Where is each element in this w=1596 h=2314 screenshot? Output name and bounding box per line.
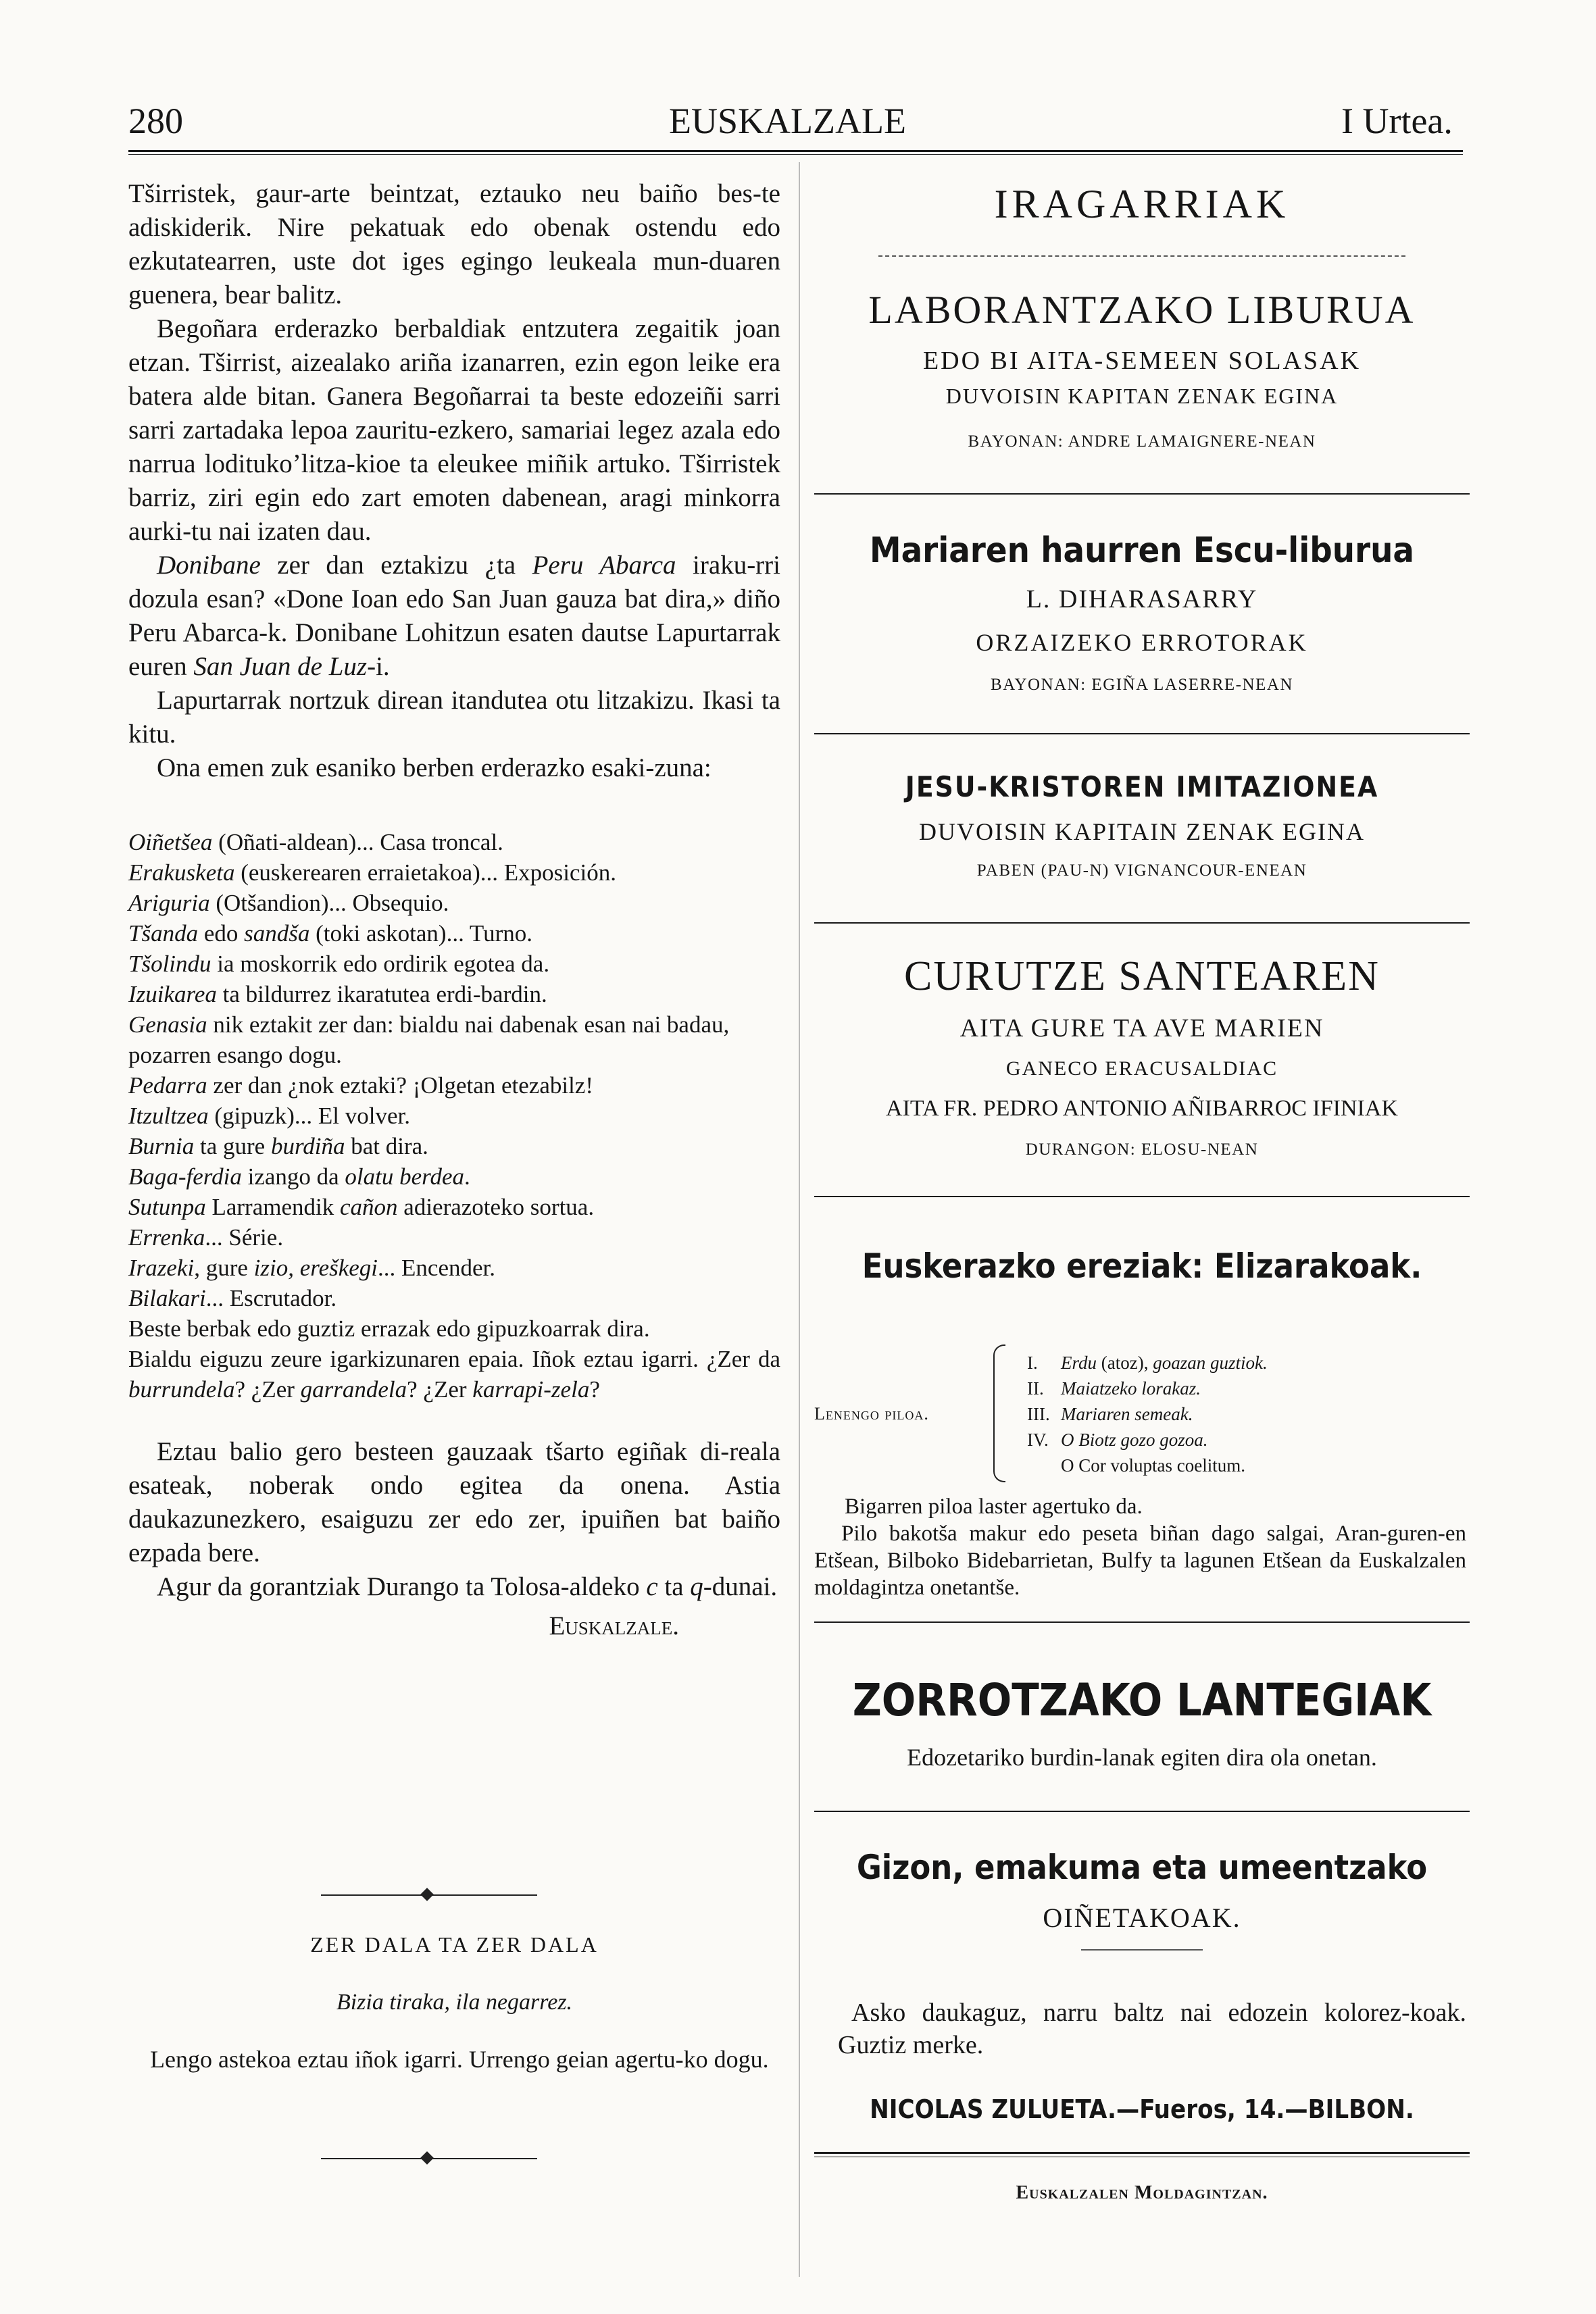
ad-rule xyxy=(814,1811,1470,1812)
glossary-entry: Tšolindu ia moskorrik edo ordirik egotea da. xyxy=(128,951,550,977)
glossary-list xyxy=(128,827,780,1405)
paragraph-7: Agur da gorantziak Durango ta Tolosa-aldeko c ta q-dunai. xyxy=(157,1572,778,1601)
ad4-place: DURANGON: ELOSU-NEAN xyxy=(1025,1140,1259,1159)
page-number: 280 xyxy=(128,101,183,141)
ad5-label: Lenengo piloa. xyxy=(814,1404,929,1424)
glossary-entry: Bilakari... Escrutador. xyxy=(128,1285,337,1311)
printer-imprint: Euskalzalen Moldagintzan. xyxy=(1016,2182,1268,2203)
glossary-entry: Genasia nik eztakit zer dan: bialdu nai dabenak esan nai badau, pozarren esango dogu. xyxy=(128,1011,730,1068)
ad1-subtitle: EDO BI AITA-SEMEEN SOLASAK xyxy=(922,347,1362,375)
glossary-entry: Pedarra zer dan ¿nok eztaki? ¡Olgetan etezabilz! xyxy=(128,1072,593,1099)
brace xyxy=(993,1344,1005,1482)
ad7-address: NICOLAS ZULUETA.—Fueros, 14.—BILBON. xyxy=(870,2094,1414,2124)
ad5-note2: Pilo bakotša makur edo peseta biñan dago salgai, Aran-guren-en Etšean, Bilboko Bidebarrietan, Bulfy ta lagunen Etšean da Euskalzalen moldagintza onetantše. xyxy=(814,1521,1466,1600)
glossary-entry: Izuikarea ta bildurrez ikaratutea erdi-bardin. xyxy=(128,981,547,1007)
ad6-title: ZORROTZAKO LANTEGIAK xyxy=(852,1674,1432,1726)
ad5-item: II. Maiatzeko lorakaz. xyxy=(1027,1378,1201,1399)
ad-rule xyxy=(814,1196,1470,1197)
glossary-entry: Burnia ta gure burdiña bat dira. xyxy=(128,1133,428,1159)
ad4-line1: AITA GURE TA AVE MARIEN xyxy=(959,1014,1324,1042)
ad5-list xyxy=(1027,1350,1460,1478)
paragraph-1: Tširristek, gaur-arte beintzat, eztauko neu baiño bes-te adiskiderik. Nire pekatuak edo obenak ostendu edo ezkutatearren, uste dot iges egingo leukeala mun-duaren guenera, bear balitz. xyxy=(128,179,780,309)
glossary-riddle-question: Bialdu eiguzu zeure igarkizunaren epaia. Iñok eztau igarri. ¿Zer da burrundela? ¿Zer garrandela? ¿Zer karrapi-zela? xyxy=(128,1346,780,1403)
ads-heading: IRAGARRIAK xyxy=(994,182,1290,226)
ad3-author: DUVOISIN KAPITAIN ZENAK EGINA xyxy=(918,818,1366,845)
ad1-author: DUVOISIN KAPITAN ZENAK EGINA xyxy=(945,384,1339,408)
glossary-entry: Baga-ferdia izango da olatu berdea. xyxy=(128,1163,470,1190)
header-rule-thin xyxy=(128,154,1463,155)
ad4-line2: GANECO ERACUSALDIAC xyxy=(1005,1057,1278,1080)
ad7-title: Gizon, emakuma eta umeentzako xyxy=(856,1848,1428,1887)
riddle-title: ZER DALA TA ZER DALA xyxy=(310,1932,599,1957)
glossary-entry: Ariguria (Otšandion)... Obsequio. xyxy=(128,890,449,916)
ad5-title: Euskerazko ereziak: Elizarakoak. xyxy=(862,1247,1422,1286)
paragraph-5: Ona emen zuk esaniko berben erderazko esaki-zuna: xyxy=(157,753,712,782)
ad1-place: BAYONAN: ANDRE LAMAIGNERE-NEAN xyxy=(968,432,1316,451)
page-title: EUSKALZALE xyxy=(669,101,906,141)
ad-rule xyxy=(814,733,1470,734)
glossary-entry: Erakusketa (euskerearen erraietakoa)... Exposición. xyxy=(128,859,617,886)
glossary-entry: Itzultzea (gipuzk)... El volver. xyxy=(128,1103,411,1129)
short-rule xyxy=(1081,1949,1203,1951)
signature: Euskalzale. xyxy=(549,1611,679,1640)
column-divider xyxy=(799,162,800,2277)
glossary-note: Beste berbak edo guztiz errazak edo gipuzkoarrak dira. xyxy=(128,1315,650,1342)
ad2-place: BAYONAN: EGIÑA LASERRE-NEAN xyxy=(991,676,1293,694)
ad5-note1: Bigarren piloa laster agertuko da. xyxy=(845,1494,1143,1519)
glossary-entry: Errenka... Série. xyxy=(128,1224,284,1251)
ad4-line3: AITA FR. PEDRO ANTONIO AÑIBARROC IFINIAK xyxy=(886,1096,1398,1121)
glossary-entry: Oiñetšea (Oñati-aldean)... Casa troncal. xyxy=(128,829,503,855)
ornament-divider-bottom xyxy=(321,2152,537,2165)
ad5-item: IV. O Biotz gozo gozoa. xyxy=(1027,1430,1208,1450)
ad-rule xyxy=(814,922,1470,924)
ad4-title: CURUTZE SANTEAREN xyxy=(904,953,1380,999)
paragraph-4: Lapurtarrak nortzuk direan itandutea otu litzakizu. Ikasi ta kitu. xyxy=(128,686,780,749)
ad2-title: Mariaren haurren Escu-liburua xyxy=(870,530,1414,571)
ad5-item: III. Mariaren semeak. xyxy=(1027,1404,1193,1424)
paragraph-2: Begoñara erderazko berbaldiak entzutera zegaitik joan etzan. Tširrist, aizealako ariña izanarren, ezin egon leike era batera alde bitan. Ganera Begoñarrai ta beste edozeiñi sarri sarri zartadaka lepoa zauritu-ezkero, samariai legez azala edo narrua loditukoʼlitza-kioe ta eleukee miñik artuko. Tširristek barriz, ziri egin edo zart emoten dabenean, aragi minkorra aurki-tu nai izaten dau. xyxy=(128,314,780,546)
paragraph-3: Donibane zer dan eztakizu ¿ta Peru Abarca iraku-rri dozula esan? «Done Ioan edo San Juan gauza bat dira,» diño Peru Abarca-k. Donibane Lohitzun esaten dautse Lapurtarrak euren San Juan de Luz-i. xyxy=(128,551,780,681)
ad3-title: JESU-KRISTOREN IMITAZIONEA xyxy=(905,770,1379,803)
glossary-entry: Sutunpa Larramendik cañon adierazoteko sortua. xyxy=(128,1194,595,1220)
ad2-author: L. DIHARASARRY xyxy=(1026,585,1258,613)
dashed-rule xyxy=(878,255,1405,257)
donibane-term: Donibane xyxy=(157,551,261,580)
ad-rule xyxy=(814,1621,1470,1623)
ad-rule xyxy=(814,493,1470,495)
riddle-text: Bizia tiraka, ila negarrez. xyxy=(336,1990,573,2015)
ad1-title: LABORANTZAKO LIBURUA xyxy=(868,288,1416,332)
ad7-subtitle: OIÑETAKOAK. xyxy=(1043,1903,1241,1933)
header-rule xyxy=(128,150,1463,152)
paragraph-6: Eztau balio gero besteen gauzaak tšarto egiñak di-reala esateak, noberak ondo egitea da onena. Astia daukazunezkero, esaiguzu zer edo zer, ipuiñen bat baiño ezpada bere. xyxy=(128,1437,780,1567)
ad3-place: PABEN (PAU-N) VIGNANCOUR-ENEAN xyxy=(976,861,1307,880)
glossary-entry: Irazeki, gure izio, ereškegi... Encender. xyxy=(128,1255,495,1281)
ad2-subtitle: ORZAIZEKO ERROTORAK xyxy=(976,629,1308,656)
volume-year: I Urtea. xyxy=(1341,101,1453,141)
ad5-item: O Cor voluptas coelitum. xyxy=(1061,1455,1245,1476)
footer-rule xyxy=(814,2152,1470,2154)
ornament-divider xyxy=(321,1888,537,1902)
ad6-subtitle: Edozetariko burdin-lanak egiten dira ola onetan. xyxy=(907,1744,1377,1771)
riddle-answer-note: Lengo astekoa eztau iñok igarri. Urrengo geian agertu-ko dogu. xyxy=(150,2046,769,2073)
left-column xyxy=(128,177,780,1643)
ad7-text: Asko daukaguz, narru baltz nai edozein kolorez-koak. Guztiz merke. xyxy=(838,1998,1466,2059)
glossary-entry: Tšanda edo sandša (toki askotan)... Turno. xyxy=(128,920,532,947)
ad5-item: I. Erdu (atoz), goazan guztiok. xyxy=(1027,1353,1268,1373)
